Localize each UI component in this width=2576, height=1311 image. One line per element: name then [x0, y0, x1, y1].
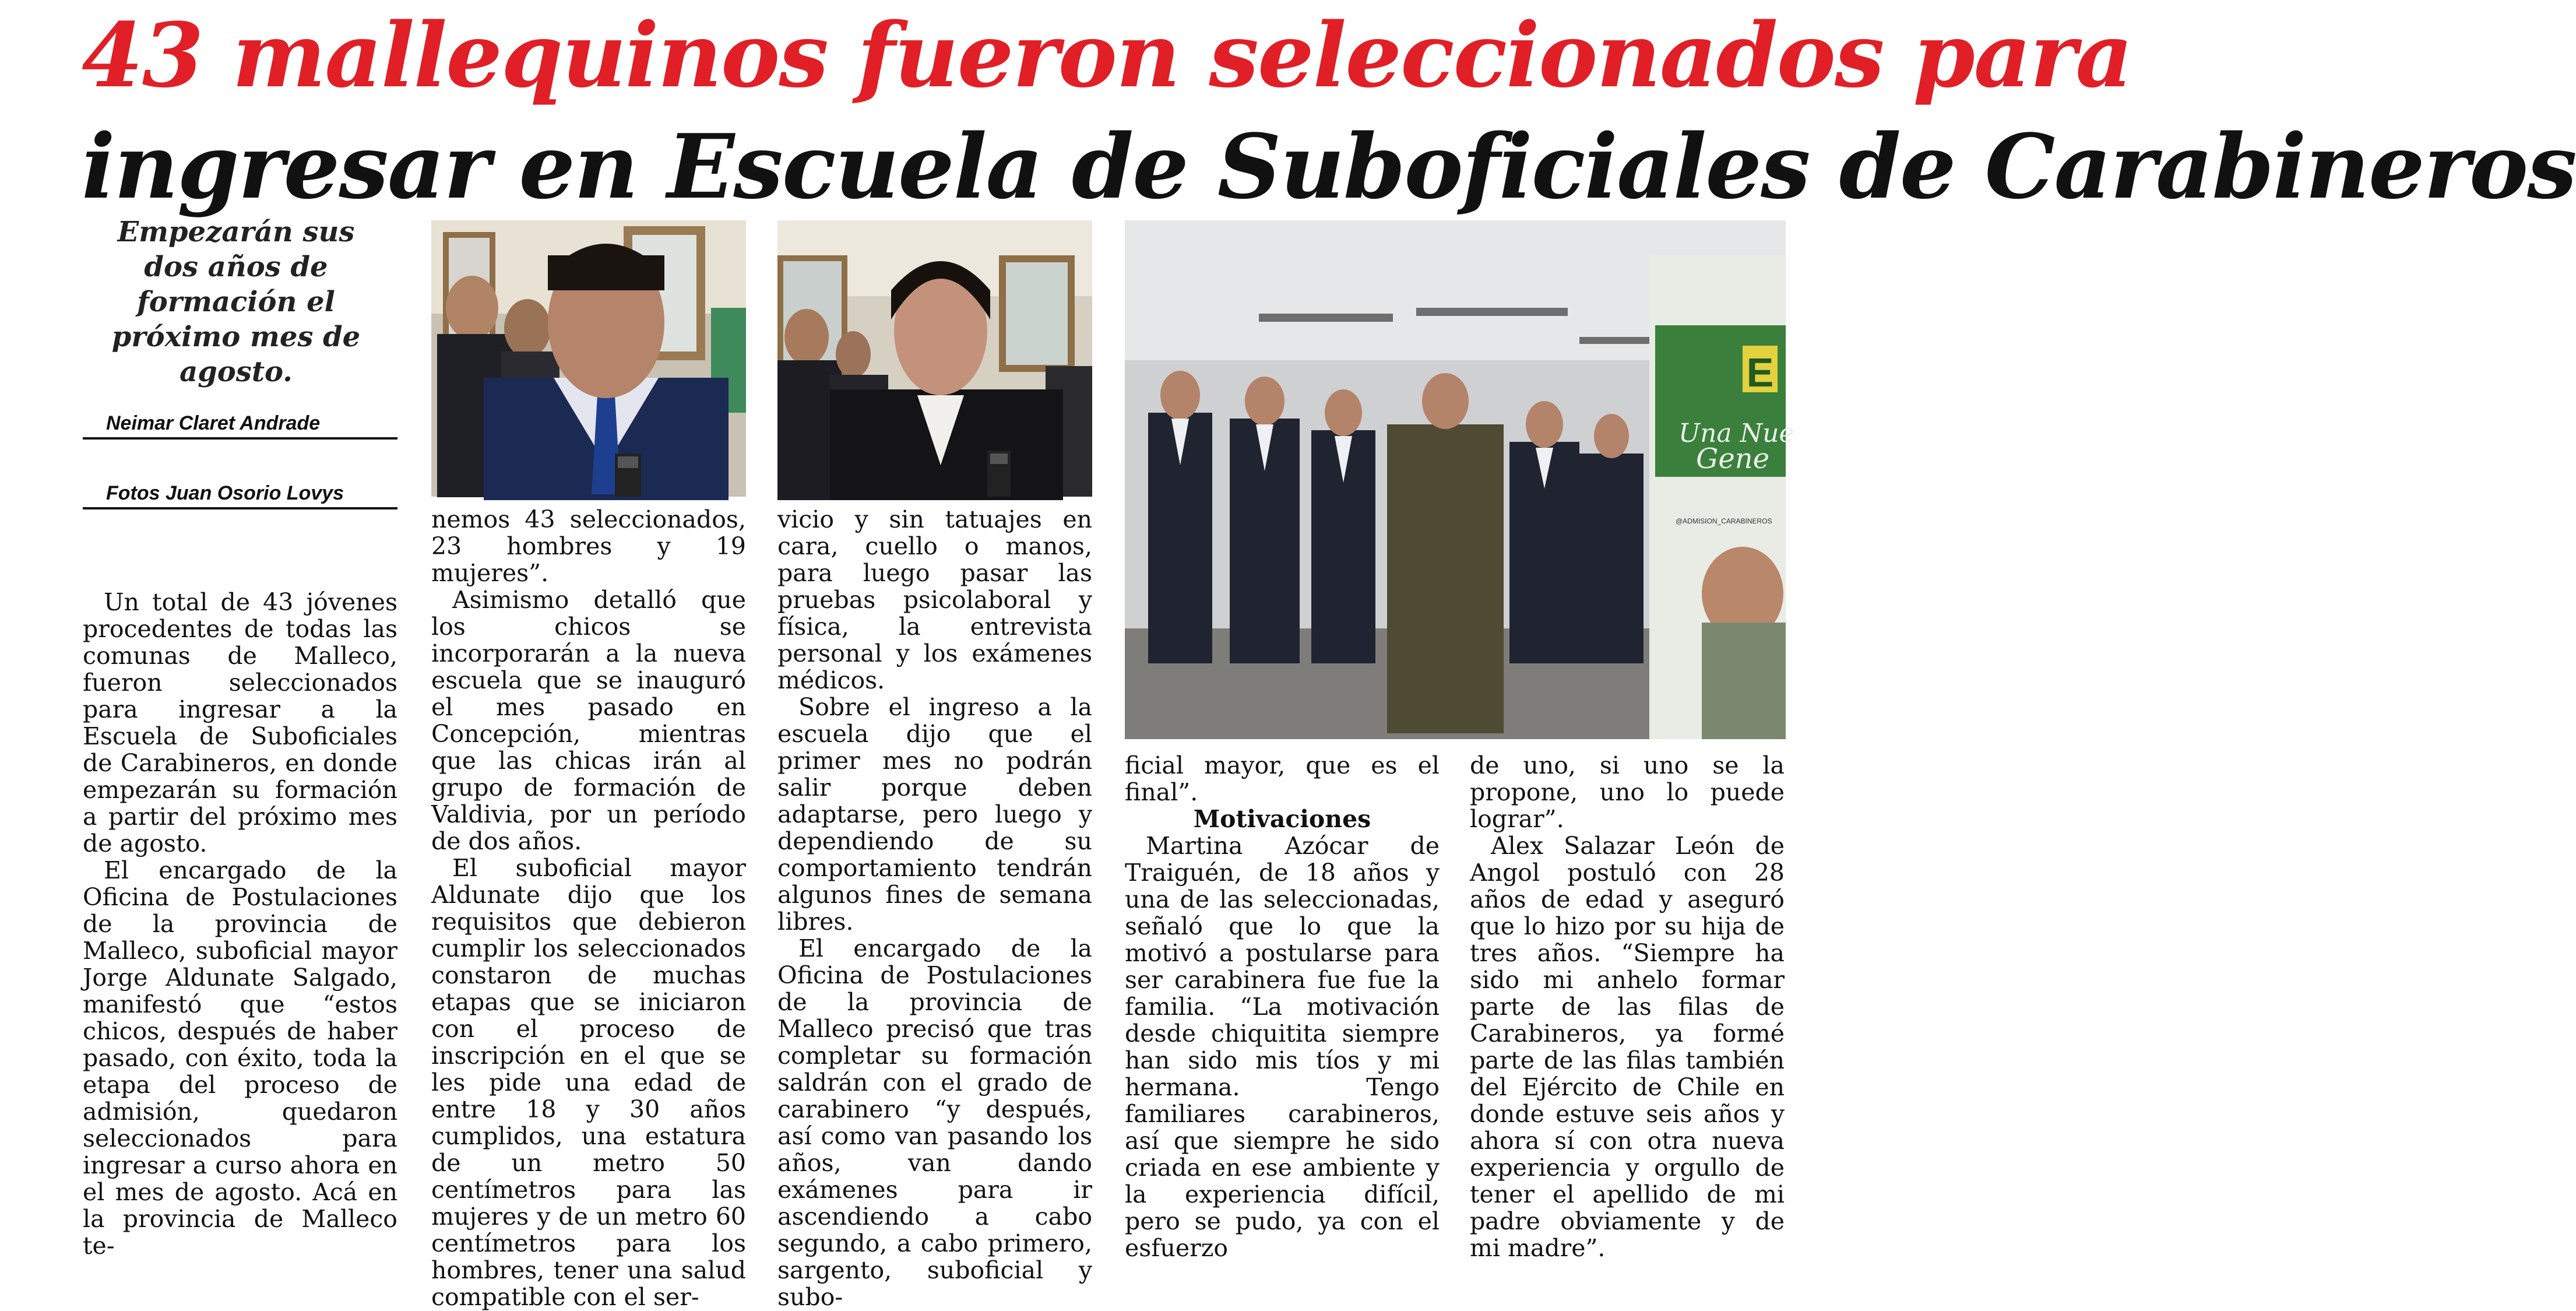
banner-logo-letter: E [1746, 350, 1774, 395]
banner-handle: @ADMISION_CARABINEROS [1676, 517, 1772, 525]
paragraph: El suboficial mayor Aldunate dijo que los requisitos que debieron cumplir los seleccionados constaron de muchas etapas que se iniciaron con el proceso de inscripción en el que se les pide una edad de entre 18 y 30 años cumplidos, una estatura de un metro 50 centímetros para las mujeres y de un metro 60 centímetros para los hombres, tener una salud compatible con el ser- [431, 854, 746, 1311]
paragraph: Alex Salazar León de Angol postuló con 28 años de edad y aseguró que lo hizo por su hija de tres años. “Siempre ha sido mi anhelo formar parte de las filas de Carabineros, ya formé parte de las filas también del Ejército de Chile en donde estuve seis años y ahora sí con otra nueva experiencia y orgullo de tener el apellido de mi padre obviamente y de mi madre”. [1470, 832, 1785, 1262]
article-column-3 [777, 506, 1092, 1310]
article-column-5 [1470, 752, 1785, 1261]
paragraph: Asimismo detalló que los chicos se incorporarán a la nueva escuela que se inauguró el mes pasado en Concepción, mientras que las chicas irán al grupo de formación de Valdivia, por un período de dos años. [431, 586, 746, 855]
article-column-1 [83, 589, 397, 1259]
paragraph: Sobre el ingreso a la escuela dijo que el primer mes no podrán salir porque deben adaptarse, pero luego y dependiendo de su comportamiento tendrán algunos fines de semana libres. [777, 693, 1092, 936]
photo-woman-interview [777, 220, 1092, 497]
photo-man-interview [431, 220, 746, 497]
paragraph: de uno, si uno se la propone, uno lo puede lograr”. [1470, 751, 1785, 833]
headline-line-2: ingresar en Escuela de Suboficiales de Carabineros [82, 114, 2576, 219]
deck-subtitle: Empezarán sus dos años de formación el próximo mes de agosto. [111, 216, 361, 388]
article-column-2 [431, 506, 746, 1310]
photo-group-recruits [1125, 220, 1794, 739]
headline-line-1: 43 mallequinos fueron seleccionados para [82, 3, 2132, 107]
paragraph: Un total de 43 jóvenes procedentes de todas las comunas de Malleco, fueron seleccionados para ingresar a la Escuela de Suboficiales de Carabineros, en donde empezarán su formación a partir del próximo mes de agosto. [83, 588, 397, 857]
paragraph: El encargado de la Oficina de Postulaciones de la provincia de Malleco, suboficial mayor Jorge Aldunate Salgado, manifestó que “estos chicos, después de haber pasado, con éxito, toda la etapa del proceso de admisión, quedaron seleccionados para ingresar a curso ahora en el mes de agosto. Acá en la provincia de Malleco te- [83, 856, 397, 1260]
paragraph: vicio y sin tatuajes en cara, cuello o manos, para luego pasar las pruebas psicolaboral y física, la entrevista personal y los exámenes médicos. [777, 505, 1092, 694]
author-credit: Neimar Claret Andrade [83, 412, 397, 440]
article-column-4 [1125, 752, 1440, 1261]
photo-credit: Fotos Juan Osorio Lovys [83, 481, 397, 509]
paragraph: Martina Azócar de Traiguén, de 18 años y una de las seleccionadas, señaló que lo que la motivó a postularse para ser carabinera fue fue la familia. “La motivación desde chiquitita siempre han sido mis tíos y mi hermana. Tengo familiares carabineros, así que siempre he sido criada en ese ambiente y la experiencia difícil, pero se pudo, ya con el esfuerzo [1125, 832, 1440, 1262]
banner-text-line2: Gene [1696, 442, 1770, 475]
paragraph: ficial mayor, que es el final”. [1125, 751, 1440, 806]
paragraph: nemos 43 seleccionados, 23 hombres y 19 mujeres”. [431, 505, 746, 587]
banner-text-line1: Una Nue [1678, 419, 1794, 448]
paragraph: El encargado de la Oficina de Postulaciones de la provincia de Malleco precisó que tras completar su formación saldrán con el grado de carabinero “y después, así como van pasando los años, van dando exámenes para ir ascendiendo a cabo segundo, a cabo primero, sargento, suboficial y subo- [777, 934, 1092, 1311]
section-subhead: Motivaciones [1193, 805, 1371, 833]
